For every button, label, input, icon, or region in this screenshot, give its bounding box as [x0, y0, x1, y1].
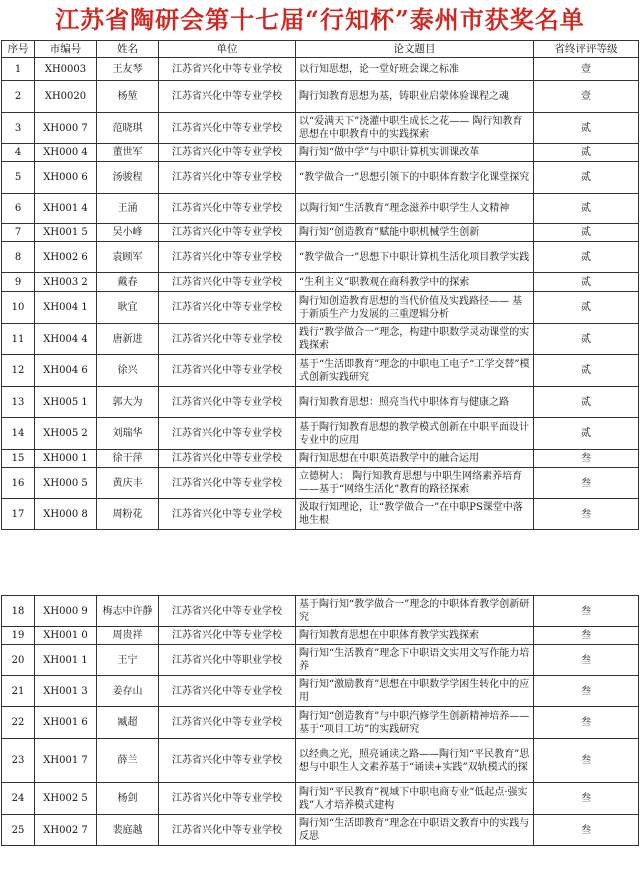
- cell-name: 戴春: [97, 273, 159, 292]
- cell-code: XH001 7: [35, 739, 97, 783]
- cell-code: XH005 2: [35, 418, 97, 450]
- cell-name: 范晓琪: [97, 113, 159, 144]
- cell-paper: “教学做合一”思想下中职计算机生活化项目教学实践: [296, 242, 534, 273]
- cell-grade: 贰: [534, 387, 639, 418]
- cell-no: 17: [2, 499, 35, 530]
- cell-paper: 陶行知“生活教育”理念下中职语文实用文写作能力培养: [296, 645, 534, 676]
- cell-paper: 陶行知教育思想为基，铸职业启蒙体验课程之魂: [296, 81, 534, 113]
- cell-code: XH001 4: [35, 194, 97, 224]
- cell-grade: 叁: [534, 739, 639, 783]
- header-paper: 论文题目: [296, 41, 534, 58]
- cell-code: XH001 1: [35, 645, 97, 676]
- cell-grade: 叁: [534, 596, 639, 627]
- table-row: [2, 113, 639, 144]
- cell-grade: 叁: [534, 468, 639, 499]
- cell-unit: 江苏省兴化中等专业学校: [159, 387, 296, 418]
- cell-paper: 陶行知教育思想在中职体育教学实践探索: [296, 627, 534, 645]
- cell-no: 18: [2, 596, 35, 627]
- header-unit: 单位: [159, 41, 296, 58]
- cell-grade: 叁: [534, 676, 639, 707]
- cell-no: 5: [2, 162, 35, 194]
- cell-name: 吴小峰: [97, 224, 159, 242]
- cell-name: 裴庭越: [97, 815, 159, 846]
- cell-paper: 陶行知教育思想：照亮当代中职体育与健康之路: [296, 387, 534, 418]
- cell-unit: 江苏省兴化中等职业学校: [159, 645, 296, 676]
- cell-name: 杨堃: [97, 81, 159, 113]
- cell-unit: 江苏省兴化中等专业学校: [159, 224, 296, 242]
- cell-code: XH000 5: [35, 468, 97, 499]
- table-row: [2, 58, 639, 81]
- table-row: [2, 355, 639, 387]
- table-row: [2, 707, 639, 739]
- cell-paper: 基于陶行知“教学做合一”理念的中职体育教学创新研究: [296, 596, 534, 627]
- cell-grade: 贰: [534, 292, 639, 324]
- cell-grade: 贰: [534, 242, 639, 273]
- cell-grade: 贰: [534, 418, 639, 450]
- cell-no: 12: [2, 355, 35, 387]
- award-table-part2: [1, 595, 639, 846]
- cell-no: 3: [2, 113, 35, 144]
- cell-name: 姜存山: [97, 676, 159, 707]
- cell-no: 9: [2, 273, 35, 292]
- cell-unit: 江苏省兴化中等专业学校: [159, 81, 296, 113]
- table-row: [2, 450, 639, 468]
- table-header-row: [2, 41, 639, 58]
- cell-paper: 以陶行知“生活教育”理念滋养中职学生人文精神: [296, 194, 534, 224]
- cell-paper: 汲取行知理论，让“教学做合一”在中职PS课堂中落地生根: [296, 499, 534, 530]
- cell-code: XH001 5: [35, 224, 97, 242]
- table-row: [2, 144, 639, 162]
- cell-unit: 江苏省兴化中等专业学校: [159, 113, 296, 144]
- cell-no: 15: [2, 450, 35, 468]
- cell-paper: 践行“教学做合一”理念，构建中职数学灵动课堂的实践探索: [296, 324, 534, 355]
- cell-name: 耿宜: [97, 292, 159, 324]
- cell-name: 董世军: [97, 144, 159, 162]
- cell-no: 2: [2, 81, 35, 113]
- cell-paper: 陶行知创造教育思想的当代价值及实践路径—— 基于新质生产力发展的三重逻辑分析: [296, 292, 534, 324]
- table-row: [2, 387, 639, 418]
- cell-no: 14: [2, 418, 35, 450]
- table-row: [2, 81, 639, 113]
- table-row: [2, 273, 639, 292]
- header-name: 姓名: [97, 41, 159, 58]
- table-row: [2, 739, 639, 783]
- cell-grade: 壹: [534, 58, 639, 81]
- cell-code: XH0020: [35, 81, 97, 113]
- table-row: [2, 815, 639, 846]
- table-body-part1: [2, 58, 639, 530]
- table-row: [2, 596, 639, 627]
- cell-code: XH002 7: [35, 815, 97, 846]
- cell-paper: 陶行知“生活即教育”理念在中职语文教育中的实践与反思: [296, 815, 534, 846]
- cell-grade: 叁: [534, 499, 639, 530]
- table-row: [2, 645, 639, 676]
- cell-no: 8: [2, 242, 35, 273]
- cell-unit: 江苏省兴化中等专业学校: [159, 450, 296, 468]
- cell-code: XH004 4: [35, 324, 97, 355]
- cell-unit: 江苏省兴化中等专业学校: [159, 468, 296, 499]
- cell-unit: 江苏省兴化中等专业学校: [159, 418, 296, 450]
- cell-name: 杨剑: [97, 783, 159, 815]
- cell-grade: 贰: [534, 194, 639, 224]
- cell-unit: 江苏省兴化中等专业学校: [159, 242, 296, 273]
- cell-name: 刘瑞华: [97, 418, 159, 450]
- cell-grade: 贰: [534, 224, 639, 242]
- cell-name: 黄庆丰: [97, 468, 159, 499]
- cell-grade: 叁: [534, 783, 639, 815]
- table-row: [2, 224, 639, 242]
- cell-name: 周粉花: [97, 499, 159, 530]
- cell-code: XH001 3: [35, 676, 97, 707]
- cell-name: 袁顾军: [97, 242, 159, 273]
- table-body-part2: [2, 596, 639, 846]
- cell-name: 薛兰: [97, 739, 159, 783]
- cell-grade: 贰: [534, 324, 639, 355]
- cell-code: XH000 4: [35, 144, 97, 162]
- cell-grade: 叁: [534, 707, 639, 739]
- cell-paper: 陶行知“做中学”与中职计算机实训课改革: [296, 144, 534, 162]
- cell-no: 25: [2, 815, 35, 846]
- header-grade: 省终评评等级: [534, 41, 639, 58]
- cell-unit: 江苏省兴化中等专业学校: [159, 292, 296, 324]
- cell-paper: 基于“生活即教育”理念的中职电工电子“工学交替”模式创新实践研究: [296, 355, 534, 387]
- cell-no: 20: [2, 645, 35, 676]
- cell-unit: 江苏省兴化中等专业学校: [159, 162, 296, 194]
- cell-unit: 江苏省兴化中等专业学校: [159, 707, 296, 739]
- cell-unit: 江苏省兴化中等专业学校: [159, 58, 296, 81]
- cell-grade: 壹: [534, 81, 639, 113]
- cell-code: XH004 6: [35, 355, 97, 387]
- cell-code: XH000 6: [35, 162, 97, 194]
- cell-code: XH000 1: [35, 450, 97, 468]
- table-row: [2, 418, 639, 450]
- cell-no: 10: [2, 292, 35, 324]
- cell-unit: 江苏省兴化中等专业学校: [159, 815, 296, 846]
- cell-no: 1: [2, 58, 35, 81]
- table-row: [2, 324, 639, 355]
- cell-unit: 江苏省兴化中等专业学校: [159, 596, 296, 627]
- cell-grade: 贰: [534, 162, 639, 194]
- cell-code: XH003 2: [35, 273, 97, 292]
- page-gap: [0, 574, 640, 594]
- cell-unit: 江苏省兴化中等专业学校: [159, 355, 296, 387]
- cell-name: 王宁: [97, 645, 159, 676]
- cell-grade: 叁: [534, 450, 639, 468]
- cell-code: XH002 6: [35, 242, 97, 273]
- table-row: [2, 783, 639, 815]
- cell-grade: 叁: [534, 627, 639, 645]
- cell-unit: 江苏省兴化中等专业学校: [159, 194, 296, 224]
- cell-name: 王友琴: [97, 58, 159, 81]
- cell-unit: 江苏省兴化中等专业学校: [159, 783, 296, 815]
- cell-grade: 叁: [534, 815, 639, 846]
- cell-grade: 贰: [534, 355, 639, 387]
- cell-code: XH005 1: [35, 387, 97, 418]
- cell-paper: 基于陶行知教育思想的教学模式创新在中职平面设计专业中的应用: [296, 418, 534, 450]
- cell-paper: 陶行知“创造教育”赋能中职机械学生创新: [296, 224, 534, 242]
- cell-paper: “生利主义”职教观在商科教学中的探索: [296, 273, 534, 292]
- cell-no: 22: [2, 707, 35, 739]
- cell-no: 4: [2, 144, 35, 162]
- cell-name: 汤骏程: [97, 162, 159, 194]
- table-row: [2, 242, 639, 273]
- cell-paper: 以行知思想，论一堂好班会课之标准: [296, 58, 534, 81]
- table-row: [2, 162, 639, 194]
- header-code: 市编号: [35, 41, 97, 58]
- cell-unit: 江苏省兴化中等专业学校: [159, 499, 296, 530]
- cell-code: XH000 9: [35, 596, 97, 627]
- cell-name: 徐干萍: [97, 450, 159, 468]
- cell-paper: 以经典之光，照亮诵读之路——陶行知“平民教育”思想与中职生人文素养基于“诵读+实践”双轨模式的探: [296, 739, 534, 783]
- cell-name: 臧超: [97, 707, 159, 739]
- cell-no: 13: [2, 387, 35, 418]
- cell-name: 周贵祥: [97, 627, 159, 645]
- cell-unit: 江苏省兴化中等专业学校: [159, 324, 296, 355]
- cell-code: XH000 8: [35, 499, 97, 530]
- cell-name: 唐新进: [97, 324, 159, 355]
- cell-code: XH001 6: [35, 707, 97, 739]
- cell-unit: 江苏省兴化中等专业学校: [159, 739, 296, 783]
- cell-grade: 叁: [534, 645, 639, 676]
- cell-code: XH000 7: [35, 113, 97, 144]
- cell-code: XH002 5: [35, 783, 97, 815]
- cell-unit: 江苏省兴化中等专业学校: [159, 273, 296, 292]
- cell-paper: “教学做合一”思想引领下的中职体育数字化课堂探究: [296, 162, 534, 194]
- cell-paper: 陶行知“创造教育”与中职汽修学生创新精神培养——基于“项目工坊”的实践研究: [296, 707, 534, 739]
- table-row: [2, 499, 639, 530]
- cell-no: 16: [2, 468, 35, 499]
- cell-code: XH004 1: [35, 292, 97, 324]
- page-title: 江苏省陶研会第十七届“行知杯”泰州市获奖名单: [55, 5, 585, 34]
- table-row: [2, 194, 639, 224]
- cell-unit: 江苏省兴化中等专业学校: [159, 627, 296, 645]
- cell-grade: 贰: [534, 113, 639, 144]
- cell-paper: 陶行知“平民教育”视域下中职电商专业“低起点·强实践”人才培养模式建构: [296, 783, 534, 815]
- cell-name: 王涌: [97, 194, 159, 224]
- cell-no: 21: [2, 676, 35, 707]
- cell-no: 19: [2, 627, 35, 645]
- cell-paper: 立德树人： 陶行知教育思想与中职生网络素养培育——基于“网络生活化”教育的路径探索: [296, 468, 534, 499]
- cell-no: 24: [2, 783, 35, 815]
- cell-grade: 贰: [534, 144, 639, 162]
- cell-code: XH001 0: [35, 627, 97, 645]
- cell-name: 郭大为: [97, 387, 159, 418]
- cell-grade: 贰: [534, 273, 639, 292]
- award-table-part1: [1, 40, 639, 530]
- table-row: [2, 292, 639, 324]
- cell-no: 23: [2, 739, 35, 783]
- table-row: [2, 468, 639, 499]
- cell-no: 6: [2, 194, 35, 224]
- cell-unit: 江苏省兴化中等专业学校: [159, 676, 296, 707]
- cell-name: 梅志中许静: [97, 596, 159, 627]
- table-row: [2, 676, 639, 707]
- cell-unit: 江苏省兴化中等专业学校: [159, 144, 296, 162]
- cell-paper: 陶行知思想在中职英语教学中的融合运用: [296, 450, 534, 468]
- cell-name: 徐兴: [97, 355, 159, 387]
- cell-no: 7: [2, 224, 35, 242]
- cell-no: 11: [2, 324, 35, 355]
- cell-code: XH0003: [35, 58, 97, 81]
- header-no: 序号: [2, 41, 35, 58]
- cell-paper: 以“爱满天下”浇灌中职生成长之花—— 陶行知教育思想在中职教育中的实践探索: [296, 113, 534, 144]
- cell-paper: 陶行知“激励教育”思想在中职数学学困生转化中的应用: [296, 676, 534, 707]
- table-row: [2, 627, 639, 645]
